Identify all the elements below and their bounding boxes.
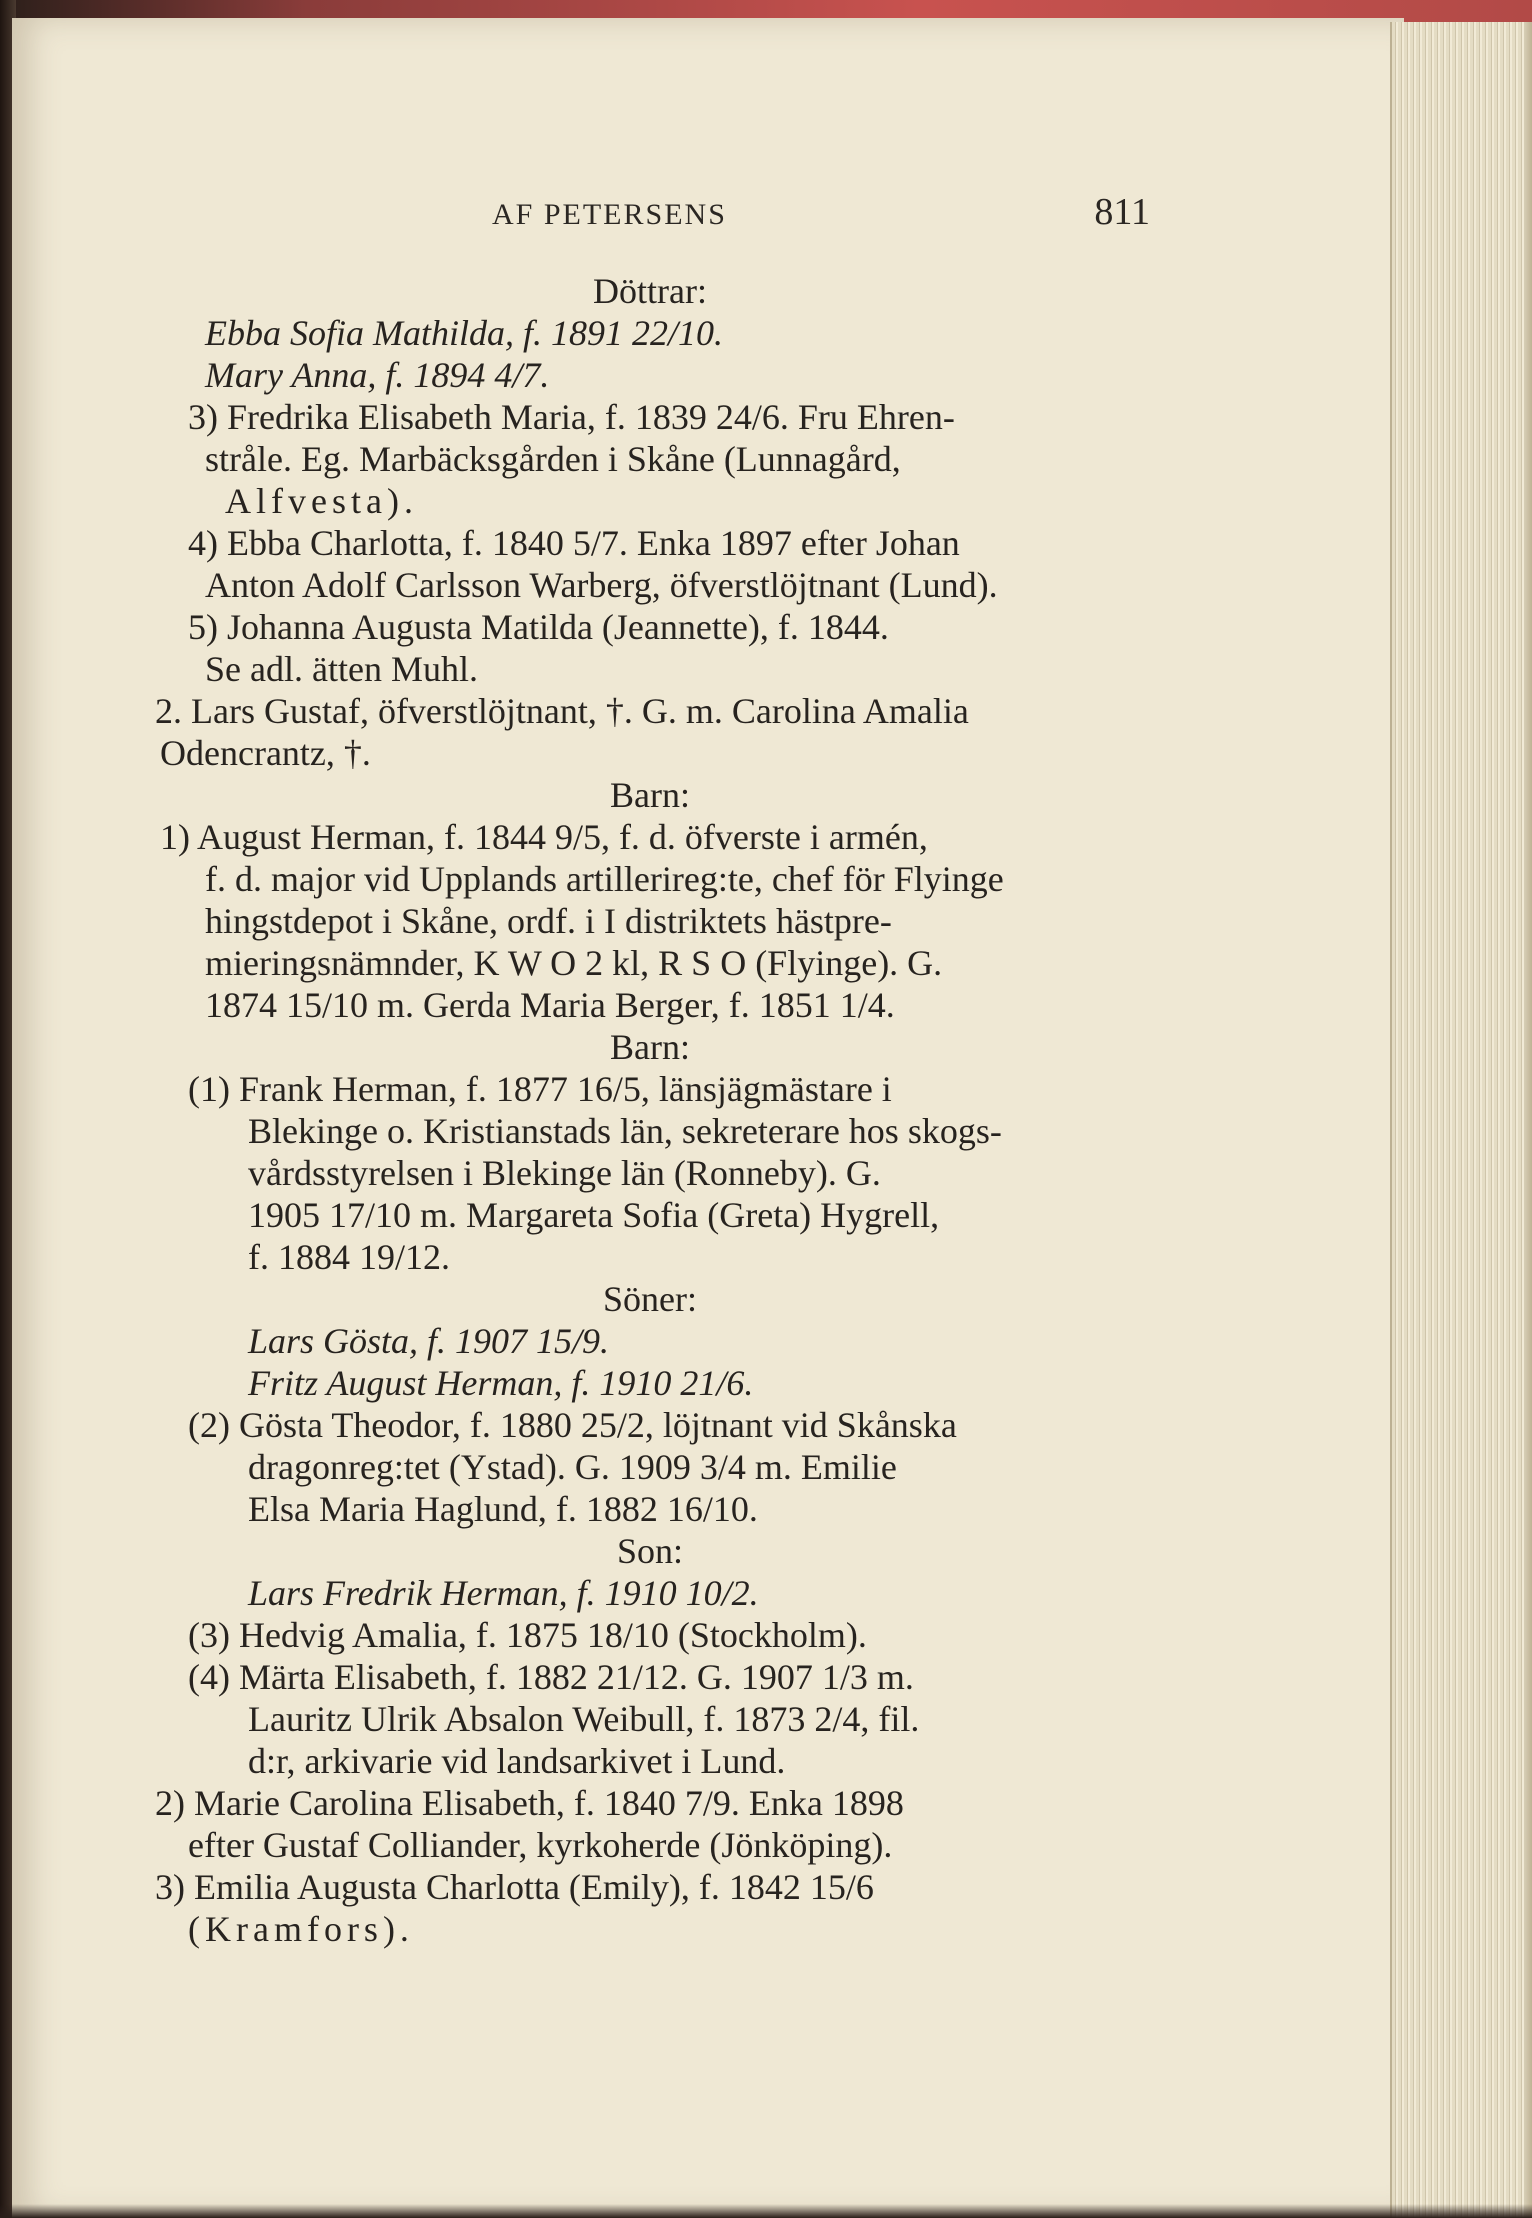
text-line: hingstdepot i Skåne, ordf. i I distriktets hästpre- [205, 901, 892, 941]
text-line: (2) Gösta Theodor, f. 1880 25/2, löjtnant vid Skånska [188, 1405, 957, 1445]
page-number: 811 [1094, 191, 1150, 233]
running-head: AF PETERSENS [492, 198, 727, 231]
text-line: Lars Gösta, f. 1907 15/9. [248, 1321, 610, 1361]
text-line: f. d. major vid Upplands artillerireg:te, chef för Flyinge [205, 859, 1004, 899]
text-line: Anton Adolf Carlsson Warberg, öfverstlöjtnant (Lund). [205, 565, 998, 605]
text-line: 1) August Herman, f. 1844 9/5, f. d. öfverste i armén, [160, 817, 928, 857]
text-line: 2. Lars Gustaf, öfverstlöjtnant, †. G. m. Carolina Amalia [155, 691, 969, 731]
page-edges [1390, 22, 1532, 2218]
text-line: stråle. Eg. Marbäcksgården i Skåne (Lunnagård, [205, 439, 901, 479]
text-line: (1) Frank Herman, f. 1877 16/5, länsjägmästare i [188, 1069, 892, 1109]
heading-barn: Barn: [610, 775, 690, 815]
text-line: Elsa Maria Haglund, f. 1882 16/10. [248, 1489, 758, 1529]
text-line: f. 1884 19/12. [248, 1237, 450, 1277]
text-line: vårdsstyrelsen i Blekinge län (Ronneby). G. [248, 1153, 881, 1193]
text-line: (4) Märta Elisabeth, f. 1882 21/12. G. 1907 1/3 m. [188, 1657, 914, 1697]
text-line: Se adl. ätten Muhl. [205, 649, 478, 689]
text-line: 5) Johanna Augusta Matilda (Jeannette), f. 1844. [188, 607, 889, 647]
text-line: (3) Hedvig Amalia, f. 1875 18/10 (Stockholm). [188, 1615, 867, 1655]
bottom-shadow [0, 2204, 1532, 2218]
text-line: 3) Fredrika Elisabeth Maria, f. 1839 24/6. Fru Ehren- [188, 397, 955, 437]
text-line: 1874 15/10 m. Gerda Maria Berger, f. 1851 1/4. [205, 985, 895, 1025]
text-line: Ebba Sofia Mathilda, f. 1891 22/10. [205, 313, 723, 353]
text-line: (Kramfors). [188, 1909, 414, 1949]
heading-son: Son: [616, 1531, 684, 1571]
text-line: 3) Emilia Augusta Charlotta (Emily), f. 1842 15/6 [155, 1867, 874, 1907]
text-line: 4) Ebba Charlotta, f. 1840 5/7. Enka 1897 efter Johan [188, 523, 960, 563]
text-line: Mary Anna, f. 1894 4/7. [205, 355, 550, 395]
text-line: d:r, arkivarie vid landsarkivet i Lund. [248, 1741, 786, 1781]
text-line: Alfvesta). [225, 481, 418, 521]
text-line: Fritz August Herman, f. 1910 21/6. [248, 1363, 754, 1403]
text-line: Lars Fredrik Herman, f. 1910 10/2. [248, 1573, 759, 1613]
text-line: Blekinge o. Kristianstads län, sekreterare hos skogs- [248, 1111, 1002, 1151]
text-line: 1905 17/10 m. Margareta Sofia (Greta) Hygrell, [248, 1195, 940, 1235]
heading-dottrar: Döttrar: [593, 271, 707, 311]
page-header [190, 190, 1150, 240]
text-line: efter Gustaf Colliander, kyrkoherde (Jönköping). [188, 1825, 893, 1865]
text-line: 2) Marie Carolina Elisabeth, f. 1840 7/9. Enka 1898 [155, 1783, 904, 1823]
text-line: Odencrantz, †. [160, 733, 371, 773]
text-line: dragonreg:tet (Ystad). G. 1909 3/4 m. Emilie [248, 1447, 897, 1487]
text-line: Lauritz Ulrik Absalon Weibull, f. 1873 2/4, fil. [248, 1699, 920, 1739]
text-line: mieringsnämnder, K W O 2 kl, R S O (Flyinge). G. [205, 943, 943, 983]
heading-soner: Söner: [603, 1279, 697, 1319]
heading-barn: Barn: [610, 1027, 690, 1067]
